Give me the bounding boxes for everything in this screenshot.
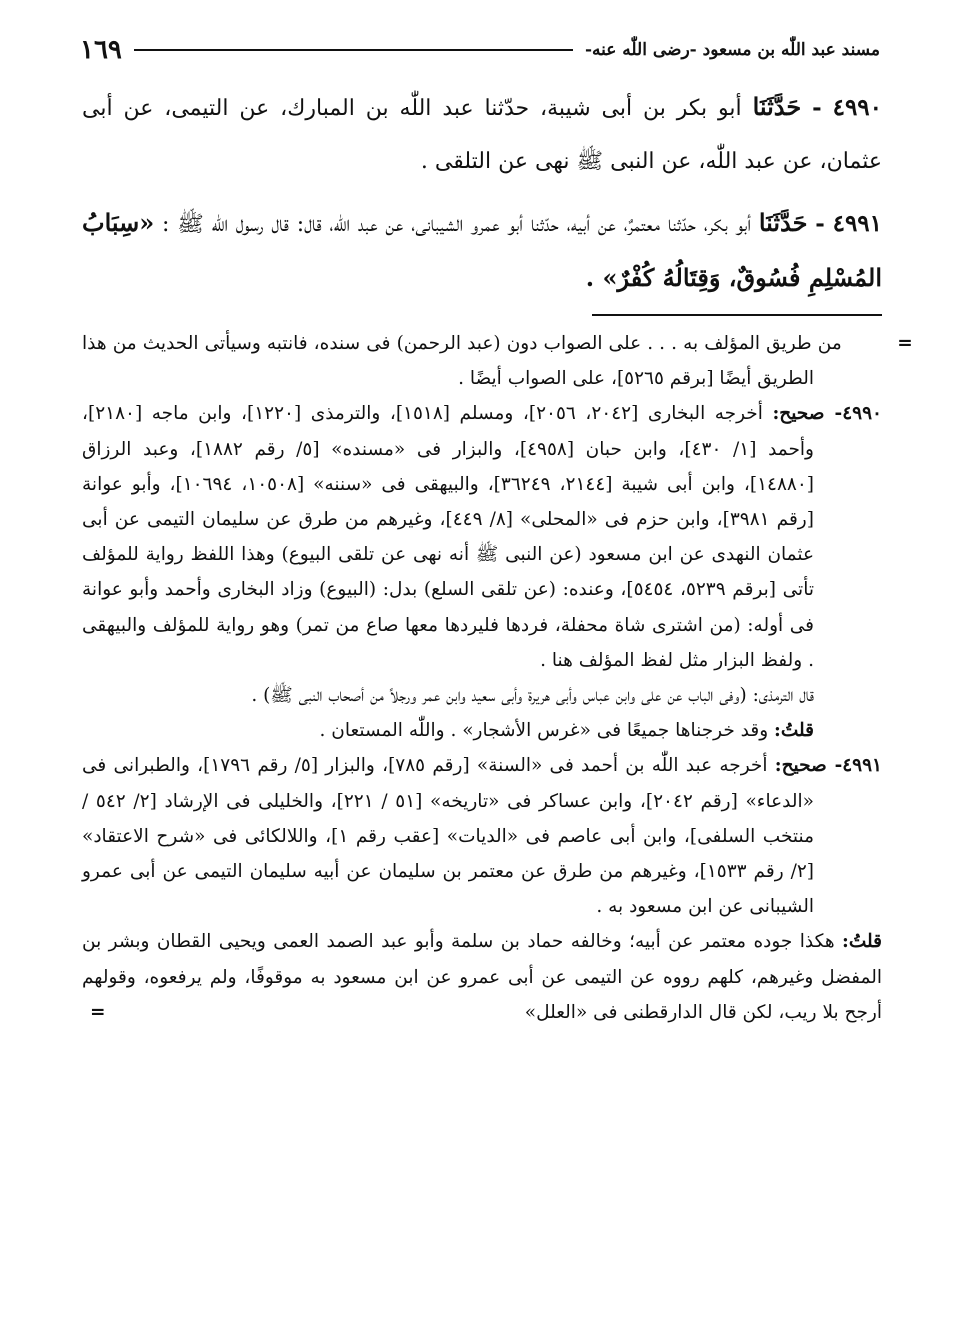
continuation-mark: = (897, 333, 913, 354)
footnote-label: ٤٩٩١- صحيح: (774, 755, 882, 777)
footnote-separator (592, 314, 882, 316)
hadith-keyword: حَدَّثَنَا (752, 92, 802, 121)
footnote-text: أخرجه عبد اللّٰه بن أحمد فى «السنة» [رقم ٧٨٥]، والبزار [٥/ رقم ١٧٩٦]، والطبرانى فى «الدعاء» [رقم ٢٠٤٢]، وابن عساكر فى «تاريخه» [٥١ / ٢٢١]، والخليلى فى الإرشاد [٢/ ٥٤٢ / منتخب السلفى]، وابن أبى عاصم فى «الديات» [عقب رقم ١]، واللالكائى فى «شرح الاعتقاد» [٢/ رقم ١٥٣٣]، وغيرهم من طرق عن معتمر بن سليمان عن أبيه سليمان التيمى عن أبى عمرو الشيبانى عن ابن مسعود به . (82, 755, 814, 918)
page-number: ١٦٩ (80, 35, 122, 65)
continuation-mark: = (90, 1001, 106, 1023)
footnote-text: أخرجه البخارى [٢٠٤٢، ٢٠٥٦]، ومسلم [١٥١٨]، والترمذى [١٢٢٠]، وابن ماجه [٢١٨٠]، وأحمد [١/ ٤٣٠]، وابن حبان [٤٩٥٨]، والبزار فى «مسنده» [٥/ رقم ١٨٨٢]، وعبد الرزاق [١٤٨٨٠]، وابن أبى شيبة [٢١٤٤، ٣٦٢٤٩]، والبيهقى فى «سننه» [١٠٥٠٨، ١٠٦٩٤]، وأبو عوانة [رقم ٣٩٨١]، وابن حزم فى «المحلى» [٨/ ٤٤٩]، وغيرهم من طرق عن سليمان التيمى عن أبى عثمان النهدى عن ابن مسعود (عن النبى ﷺ أنه نهى عن تلقى البيوع) وهذا اللفظ رواية للمؤلف تأتى [برقم ٥٢٣٩، ٥٤٥٤]، وعنده: (عن تلقى السلع) بدل: (البيوع) وزاد البخارى وأحمد وأبو عوانة فى أوله: (من اشترى شاة محفلة، فردها فليردها معها صاع من تمر) وهو رواية للمؤلف والبيهقى . ولفظ البزار مثل لفظ المؤلف هنا . (82, 403, 814, 671)
hadith-number: ٤٩٩١ (832, 210, 883, 237)
hadith-number: ٤٩٩٠ (832, 94, 883, 121)
hadith-quote: «سِبَابُ المُسْلِمِ فُسُوقٌ، وَقِتَالُهُ كُفْرٌ» . (82, 208, 882, 292)
header-rule (134, 49, 573, 51)
hadith-keyword: حَدَّثَنَا (758, 208, 808, 237)
footnote-4991 (82, 748, 882, 924)
hadith-text-block (82, 80, 882, 314)
continuation-text: من طريق المؤلف به . . . على الصواب دون (عبد الرحمن) فى سنده، فانتبه وسيأتى الحديث من هذا الطريق أيضًا [برقم ٥٢٦٥]، على الصواب أيضًا . (82, 333, 842, 390)
hadith-text: أبو بكر، حدّثنا معتمرٌ، عن أبيه، حدّثنا أبو عمرو الشيبانى، عن عبد اللّٰه، قال: قال رسول اللّٰه ﷺ : (162, 212, 752, 237)
qultu-label: قلتُ: (842, 931, 882, 953)
footnote-tirmidhi: قال الترمذى: (وفى الباب عن على وابن عباس وأبى هريرة وأبى سعيد وابن عمر ورجلاً من أصحاب النبى ﷺ) . (251, 685, 814, 707)
page-header (80, 30, 880, 70)
hadith-4991 (82, 196, 882, 306)
hadith-4990 (82, 80, 882, 188)
hadith-dash: - (812, 94, 822, 121)
qultu-text: هكذا جوده معتمر عن أبيه؛ وخالفه حماد بن سلمة وأبو عبد الصمد العمى ويحيى القطان وبشر بن المفضل وغيرهم، كلهم رووه عن التيمى عن أبى عمرو عن ابن مسعود به موقوفًا، ولم يرفعوه، وقولهم أرجح بلا ريب، لكن قال الدارقطنى فى «العلل» (82, 931, 882, 1023)
footnote-label: ٤٩٩٠- صحيح: (772, 403, 882, 425)
footnote-qultu-1 (82, 713, 882, 748)
hadith-text: أبو بكر بن أبى شيبة، حدّثنا عبد اللّٰه بن المبارك، عن التيمى، عن أبى عثمان، عن عبد اللّٰه، عن النبى ﷺ نهى عن التلقى . (82, 96, 882, 174)
footnote-4990 (82, 396, 882, 678)
footnotes-block (82, 326, 913, 1030)
qultu-label: قلتُ: (774, 720, 814, 742)
running-title: مسند عبد اللّٰه بن مسعود -رضى اللّٰه عنه- (584, 40, 880, 60)
hadith-dash: - (815, 210, 825, 237)
qultu-text: وقد خرجناها جميعًا فى «غرس الأشجار» . واللّٰه المستعان . (319, 720, 769, 742)
footnote-qultu-2 (82, 924, 882, 1030)
footnote-continuation (82, 326, 913, 396)
